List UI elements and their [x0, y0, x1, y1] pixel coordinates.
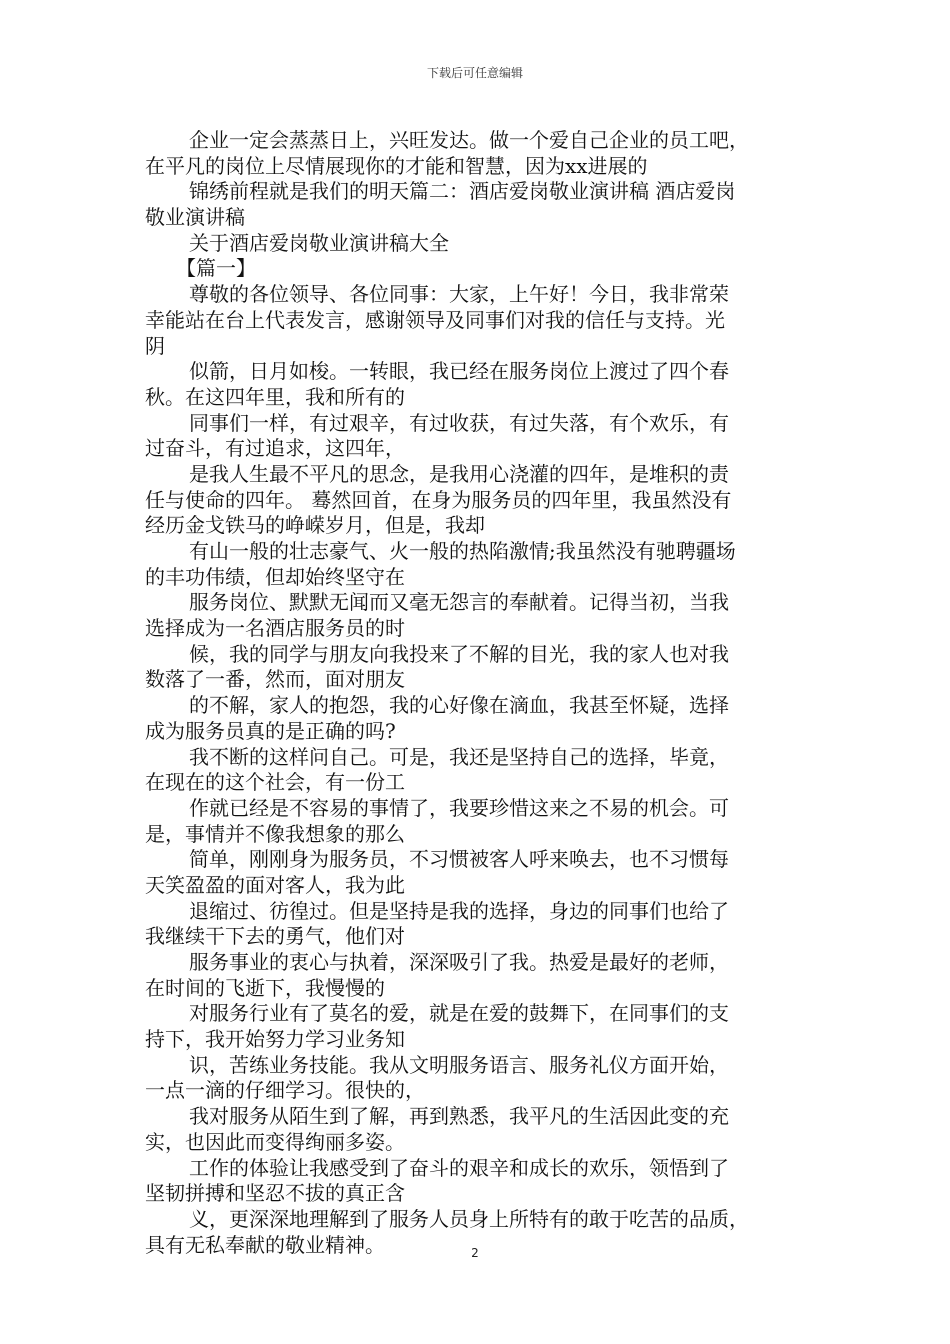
text-line: 识，苦练业务技能。我从文明服务语言、服务礼仪方面开始，: [189, 1052, 729, 1077]
text-line: 敬业演讲稿: [145, 205, 245, 230]
text-line: 数落了一番，然而，面对朋友: [145, 667, 405, 692]
text-line: 工作的体验让我感受到了奋斗的艰辛和成长的欢乐，领悟到了: [189, 1155, 729, 1180]
text-line: 成为服务员真的是正确的吗?: [145, 718, 396, 743]
text-line: 【篇一】: [176, 256, 256, 281]
text-line: 企业一定会蒸蒸日上，兴旺发达。做一个爱自己企业的员工吧，: [189, 128, 749, 152]
document-body: [145, 128, 810, 1258]
text-line: 选择成为一名酒店服务员的时: [145, 616, 405, 641]
text-line: 的不解，家人的抱怨，我的心好像在滴血，我甚至怀疑，选择: [189, 693, 729, 718]
text-line: 似箭，日月如梭。一转眼，我已经在服务岗位上渡过了四个春: [189, 359, 729, 384]
text-line: 天笑盈盈的面对客人，我为此: [145, 872, 405, 897]
text-line: 我对服务从陌生到了解，再到熟悉，我平凡的生活因此变的充: [189, 1104, 729, 1129]
text-line: 是我人生最不平凡的思念，是我用心浇灌的四年，是堆积的责: [189, 461, 729, 486]
text-line: 在时间的飞逝下，我慢慢的: [145, 975, 385, 1000]
text-line: 有山一般的壮志豪气、火一般的热陷激情;我虽然没有驰聘疆场: [189, 539, 736, 563]
text-line: 我继续干下去的勇气，他们对: [145, 924, 405, 949]
text-line: 作就已经是不容易的事情了，我要珍惜这来之不易的机会。可: [189, 795, 729, 820]
text-line: 阴: [145, 333, 165, 358]
text-line: 尊敬的各位领导、各位同事：大家，上午好！今日，我非常荣: [189, 282, 729, 307]
text-line: 同事们一样，有过艰辛，有过收获，有过失落，有个欢乐，有: [189, 410, 729, 435]
page-number: 2: [471, 1246, 479, 1260]
text-line: 在平凡的岗位上尽情展现你的才能和智慧，因为xx进展的: [145, 153, 648, 178]
text-line: 服务事业的衷心与执着，深深吸引了我。热爱是最好的老师，: [189, 950, 729, 974]
text-line: 简单，刚刚身为服务员，不习惯被客人呼来唤去，也不习惯每: [189, 847, 729, 872]
text-line: 我不断的这样问自己。可是，我还是坚持自己的选择，毕竟，: [189, 744, 729, 769]
text-line: 秋。在这四年里，我和所有的: [145, 384, 405, 409]
text-line: 经历金戈铁马的峥嵘岁月，但是，我却: [145, 513, 485, 538]
text-line: 义，更深深地理解到了服务人员身上所特有的敢于吃苦的品质，: [189, 1206, 749, 1231]
text-line: 任与使命的四年。 蓦然回首，在身为服务员的四年里，我虽然没有: [145, 487, 732, 512]
text-line: 幸能站在台上代表发言，感谢领导及同事们对我的信任与支持。光: [145, 307, 725, 332]
text-line: 退缩过、彷徨过。但是坚持是我的选择，身边的同事们也给了: [189, 898, 729, 923]
text-line: 锦绣前程就是我们的明天篇二：酒店爱岗敬业演讲稿 酒店爱岗: [189, 179, 736, 204]
text-line: 具有无私奉献的敬业精神。: [145, 1232, 385, 1257]
text-line: 在现在的这个社会，有一份工: [145, 770, 405, 795]
text-line: 关于酒店爱岗敬业演讲稿大全: [189, 230, 449, 255]
text-line: 持下，我开始努力学习业务知: [145, 1027, 405, 1052]
text-line: 服务岗位、默默无闻而又毫无怨言的奉献着。记得当初，当我: [189, 590, 729, 615]
text-line: 坚韧拼搏和坚忍不拔的真正含: [145, 1181, 405, 1206]
text-line: 过奋斗，有过追求，这四年，: [145, 436, 405, 461]
text-line: 的丰功伟绩，但却始终坚守在: [145, 564, 405, 589]
text-line: 对服务行业有了莫名的爱，就是在爱的鼓舞下，在同事们的支: [189, 1001, 729, 1026]
text-line: 一点一滴的仔细学习。很快的，: [145, 1078, 425, 1103]
text-line: 实，也因此而变得绚丽多姿。: [145, 1129, 405, 1154]
page-header: 下载后可任意编辑: [426, 66, 523, 80]
text-line: 是，事情并不像我想象的那么: [145, 821, 405, 846]
text-line: 候，我的同学与朋友向我投来了不解的目光，我的家人也对我: [189, 641, 729, 666]
